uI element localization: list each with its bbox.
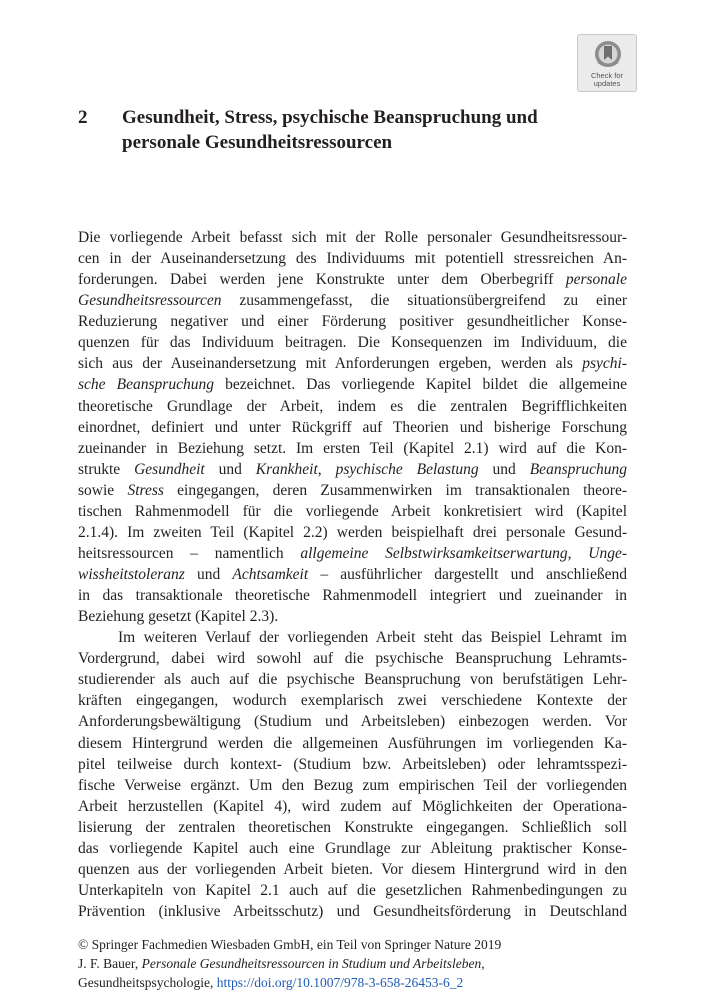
text-line <box>78 248 627 269</box>
text-line <box>78 396 627 417</box>
copyright-line: © Springer Fachmedien Wiesbaden GmbH, ein Teil von Springer Nature 2019 <box>78 937 502 952</box>
text-run: zusammengefasst, die situationsübergreifend zu einer <box>221 292 627 310</box>
text-line <box>78 480 627 501</box>
text-line <box>78 796 627 817</box>
text-run: Unterkapiteln von Kapitel 2.1 auch auf die gesetzlichen Rahmenbedingungen zu <box>78 881 627 899</box>
italic-text-run: allgemeine Selbstwirksamkeitserwartung <box>300 544 568 562</box>
text-line <box>78 501 627 522</box>
italic-text-run: Achtsamkeit <box>232 566 309 583</box>
text-run: sowie <box>78 481 128 499</box>
text-line <box>78 522 627 543</box>
italic-text-run: Beanspruchung <box>529 460 628 478</box>
text-line <box>78 417 627 438</box>
text-line <box>78 754 627 775</box>
body-text <box>78 227 627 922</box>
text-line <box>78 711 627 732</box>
footer <box>78 935 638 992</box>
text-line <box>78 332 627 353</box>
text-run: Vordergrund, dabei wird sowohl auf die psychische Beanspruchung Lehramts- <box>78 650 627 668</box>
series-label: Gesundheitspsychologie, <box>78 975 217 990</box>
text-line <box>78 353 627 374</box>
text-line <box>78 859 627 880</box>
citation-line <box>78 954 638 973</box>
text-run: lisierung der zentralen theoretischen Konstrukte eingegangen. Schließlich soll <box>78 818 627 836</box>
text-run: bezeichnet. Das vorliegende Kapitel bildet die allgemeine <box>213 376 627 394</box>
text-run: und <box>204 460 256 478</box>
paragraph <box>78 627 627 922</box>
text-line <box>78 648 627 669</box>
text-line <box>78 585 627 606</box>
text-run: – ausführlicher dargestellt und anschließend <box>308 566 628 583</box>
italic-text-run: wissheitstoleranz <box>78 566 185 583</box>
text-line <box>78 817 627 838</box>
text-run: , <box>317 460 336 478</box>
chapter-title-line: Gesundheit, Stress, psychische Beanspruchung und <box>122 107 538 128</box>
text-run: Die vorliegende Arbeit befasst sich mit der Rolle personaler Gesundheitsressour- <box>78 229 627 246</box>
badge-label-line2: updates <box>593 79 621 88</box>
chapter-title-line: personale Gesundheitsressourcen <box>122 132 393 153</box>
italic-text-run: psychi- <box>582 355 627 373</box>
text-line <box>78 627 627 648</box>
text-run: das vorliegende Kapitel auch eine Grundlage zur Ableitung praktischer Konse- <box>78 839 627 857</box>
text-run: studierender als auch auf die psychische Beanspruchung von berufstätigen Lehr- <box>78 671 627 689</box>
text-line <box>78 311 627 332</box>
italic-text-run: Unge- <box>588 544 627 562</box>
text-run: Anforderungsbewältigung (Studium und Arbeitsleben) einbezogen werden. Vor <box>78 713 627 731</box>
text-run: kräften eingegangen, wodurch exemplarisch zwei verschiedene Kontexte der <box>78 692 627 710</box>
text-run: Im weiteren Verlauf der vorliegenden Arbeit steht das Beispiel Lehramt im <box>118 629 627 647</box>
text-line <box>78 374 627 395</box>
doi-link[interactable]: https://doi.org/10.1007/978-3-658-26453-6_2 <box>216 975 464 990</box>
badge-label-line1: Check for <box>590 71 624 80</box>
chapter-heading <box>78 105 638 157</box>
check-for-updates-badge[interactable] <box>577 34 637 92</box>
text-line <box>78 438 627 459</box>
italic-text-run: Gesundheitsressourcen <box>78 292 222 310</box>
text-line <box>78 733 627 754</box>
text-line <box>78 606 627 627</box>
check-for-updates-icon <box>594 40 622 70</box>
italic-text-run: psychische Belastung <box>335 460 479 478</box>
text-run: einordnet, definiert und unter Rückgriff auf Theorien und bisherige Forschung <box>78 418 627 436</box>
text-run: und <box>478 460 530 478</box>
text-run: sich aus der Auseinandersetzung mit Anforderungen ergeben, werden als <box>78 355 583 373</box>
chapter-number: 2 <box>78 107 88 128</box>
text-run: Arbeit herzustellen (Kapitel 4), wird zudem auf Möglichkeiten der Operationa- <box>78 797 627 815</box>
text-run: Beziehung gesetzt (Kapitel 2.3). <box>78 608 279 626</box>
italic-text-run: Personale Gesundheitsressourcen in Studium und Arbeitsleben <box>141 956 482 971</box>
text-line <box>78 290 627 311</box>
text-run: in das transaktionale theoretische Rahmenmodell integriert und zueinander in <box>78 587 627 605</box>
italic-text-run: Gesundheit <box>134 460 205 478</box>
text-line <box>78 543 627 564</box>
text-line <box>78 775 627 796</box>
text-run: , <box>567 544 589 562</box>
text-run: quenzen aus der vorliegenden Arbeit bieten. Vor diesem Hintergrund wird in den <box>78 860 627 878</box>
series-line <box>78 973 638 992</box>
text-run: cen in der Auseinandersetzung des Individuums mit potentiell stressreichen An- <box>78 250 627 268</box>
text-line <box>78 838 627 859</box>
text-run: pitel teilweise durch kontext- (Studium bzw. Arbeitsleben) oder lehramtsspezi- <box>78 755 627 773</box>
text-run: theoretische Grundlage der Arbeit, indem es die zentralen Begrifflichkeiten <box>78 397 627 415</box>
text-run: strukte <box>78 460 135 478</box>
text-run: quenzen für das Individuum beitragen. Die Konsequenzen im Individuum, die <box>78 334 627 352</box>
text-line <box>78 880 627 901</box>
text-line <box>78 690 627 711</box>
text-run: 2.1.4). Im zweiten Teil (Kapitel 2.2) werden beispielhaft drei personale Gesund- <box>78 523 627 541</box>
text-run: und <box>184 566 233 583</box>
italic-text-run: personale <box>565 271 627 289</box>
paragraph <box>78 227 627 627</box>
text-run: tischen Rahmenmodell für die vorliegende Arbeit konkretisiert wird (Kapitel <box>78 502 627 520</box>
text-line <box>78 564 627 585</box>
text-run: Reduzierung negativer und einer Förderung positiver gesundheitlicher Konse- <box>78 313 627 331</box>
text-run: diesem Hintergrund werden die allgemeinen Ausführungen im vorliegenden Ka- <box>78 734 627 752</box>
text-run: forderungen. Dabei werden jene Konstrukte unter dem Oberbegriff <box>78 271 566 289</box>
text-run: J. F. Bauer, <box>78 956 142 971</box>
italic-text-run: sche Beanspruchung <box>78 376 214 394</box>
text-line <box>78 669 627 690</box>
text-run: heitsressourcen – namentlich <box>78 544 301 562</box>
text-line <box>78 269 627 290</box>
text-line <box>78 459 627 480</box>
text-run: zueinander in Beziehung setzt. Im ersten Teil (Kapitel 2.1) wird auf die Kon- <box>78 439 627 457</box>
text-run: Prävention (inklusive Arbeitsschutz) und Gesundheitsförderung in Deutschland <box>78 903 627 920</box>
text-run: , <box>481 956 485 971</box>
chapter-title <box>122 105 632 155</box>
text-line <box>78 901 627 922</box>
italic-text-run: Krankheit <box>255 460 318 478</box>
italic-text-run: Stress <box>127 481 164 499</box>
text-run: eingegangen, deren Zusammenwirken im transaktionalen theore- <box>163 481 627 499</box>
text-line <box>78 227 627 248</box>
text-run: fische Verweise ergänzt. Um den Bezug zum empirischen Teil der vorliegenden <box>78 776 627 794</box>
